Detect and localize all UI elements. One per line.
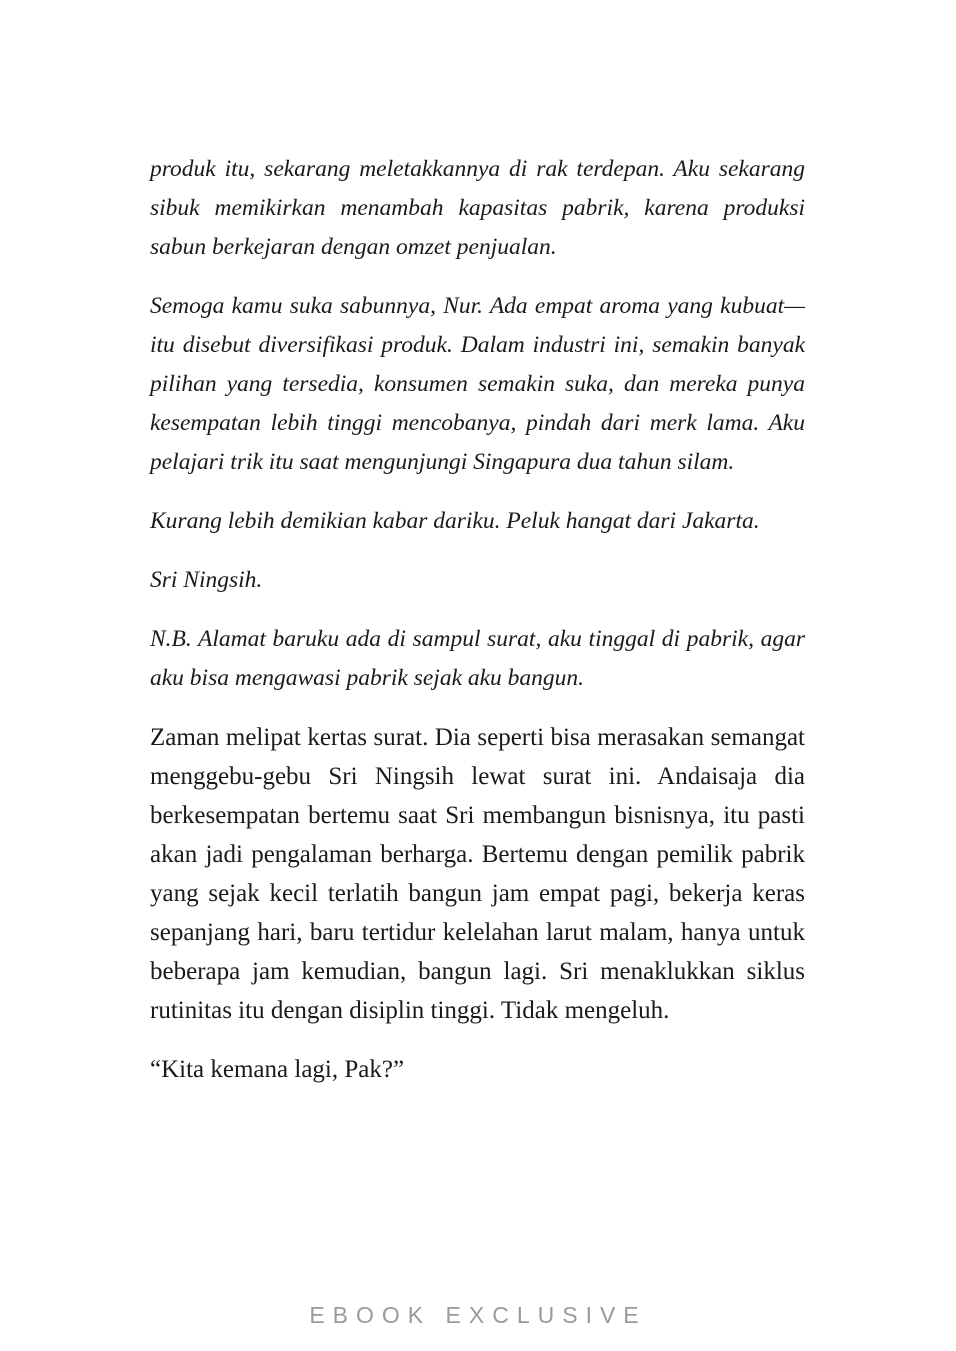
- letter-paragraph-1: produk itu, sekarang meletakkannya di rak terdepan. Aku sekarang sibuk memikirkan menambah kapasitas pabrik, karena produksi sabun berkejaran dengan omzet penjualan.: [150, 156, 805, 260]
- page-body: [150, 150, 805, 1109]
- dialogue-line: “Kita kemana lagi, Pak?”: [150, 1056, 405, 1083]
- ebook-exclusive-footer: EBOOK EXCLUSIVE: [309, 1302, 647, 1328]
- letter-signature: Sri Ningsih.: [150, 567, 263, 593]
- letter-postscript: N.B. Alamat baruku ada di sampul surat, aku tinggal di pabrik, agar aku bisa mengawasi pabrik sejak aku bangun.: [150, 626, 805, 691]
- letter-paragraph-2: Semoga kamu suka sabunnya, Nur. Ada empat aroma yang kubuat—itu disebut diversifikasi produk. Dalam industri ini, semakin banyak pilihan yang tersedia, konsumen semakin suka, dan mereka punya kesempatan lebih tinggi mencobanya, pindah dari merk lama. Aku pelajari trik itu saat mengunjungi Singapura dua tahun silam.: [150, 293, 805, 475]
- letter-paragraph-3: Kurang lebih demikian kabar dariku. Peluk hangat dari Jakarta.: [150, 508, 760, 534]
- narrative-paragraph: Zaman melipat kertas surat. Dia seperti bisa merasakan semangat menggebu-gebu Sri Ningsih lewat surat ini. Andaisaja dia berkesempatan bertemu saat Sri membangun bisnisnya, itu pasti akan jadi pengalaman berharga. Bertemu dengan pemilik pabrik yang sejak kecil terlatih bangun jam empat pagi, bekerja keras sepanjang hari, baru tertidur kelelahan larut malam, hanya untuk beberapa jam kemudian, bangun lagi. Sri menaklukkan siklus rutinitas itu dengan disiplin tinggi. Tidak mengeluh.: [150, 724, 805, 1024]
